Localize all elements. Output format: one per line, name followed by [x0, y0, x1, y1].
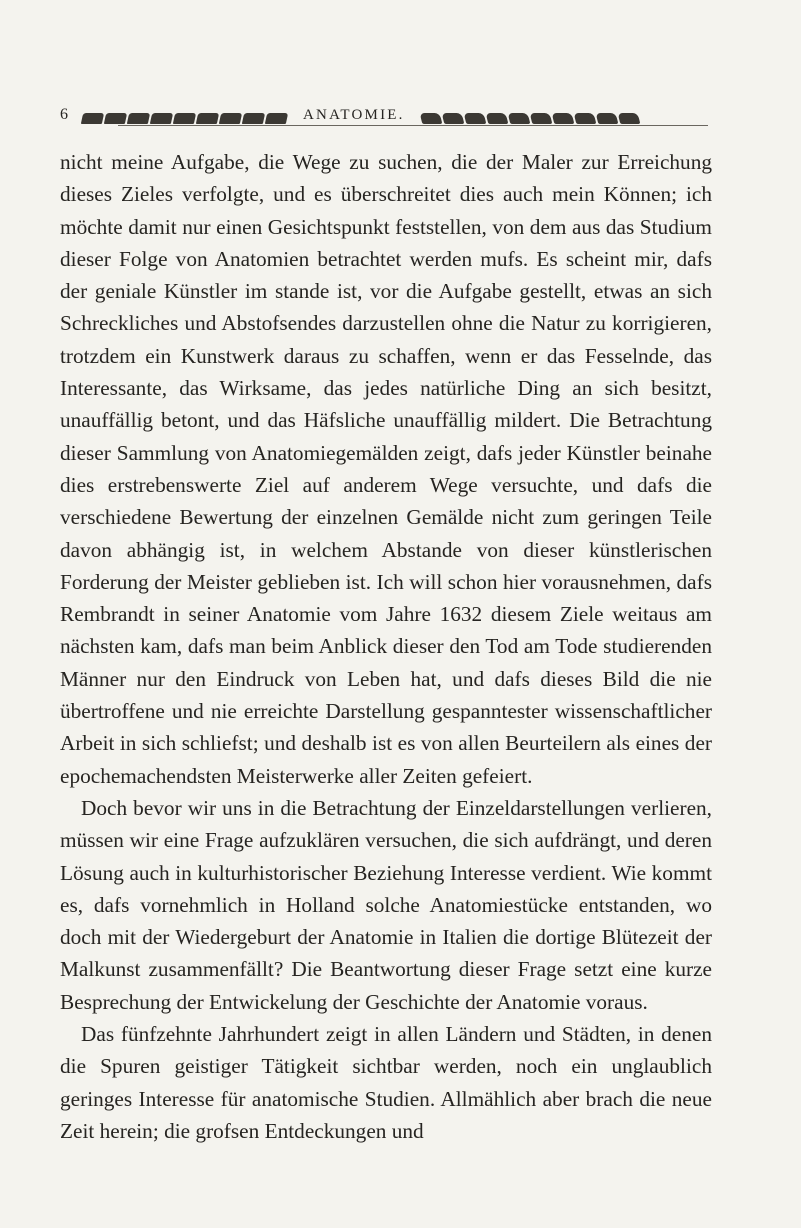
ornamental-glyph-icon — [463, 113, 486, 124]
ornamental-glyph-icon — [81, 113, 104, 124]
paragraph-3: Das fünfzehnte Jahrhundert zeigt in allen Ländern und Städten, in denen die Spuren geistiger Tätigkeit sichtbar werden, noch ein unglaublich geringes Interesse für anatomische Studien. Allmählich aber brach die neue Zeit herein; die grofsen Entdeckungen und — [60, 1022, 712, 1143]
ornamental-glyph-icon — [485, 113, 508, 124]
running-header — [60, 96, 730, 124]
ornamental-glyph-icon — [219, 113, 242, 124]
ornamental-glyph-icon — [617, 113, 640, 124]
left-ornament-band — [82, 106, 287, 124]
paragraph-2: Doch bevor wir uns in die Betrachtung der Einzeldarstellungen verlieren, müssen wir eine Frage aufzuklären versuchen, die sich aufdrängt, und deren Lösung auch in kulturhistorischer Beziehung Interesse verdient. Wie kommt es, dafs vornehmlich in Holland solche Anatomiestücke entstanden, wo doch mit der Wiedergeburt der Anatomie in Italien die dortige Blütezeit der Malkunst zusammenfällt? Die Beantwortung dieser Frage setzt eine kurze Besprechung der Entwickelung der Geschichte der Anatomie voraus. — [60, 795, 712, 1014]
ornamental-glyph-icon — [419, 113, 442, 124]
header-rule — [118, 125, 708, 126]
ornamental-glyph-icon — [242, 113, 265, 124]
ornamental-glyph-icon — [196, 113, 219, 124]
ornamental-glyph-icon — [127, 113, 150, 124]
body-text — [60, 146, 712, 1147]
ornamental-glyph-icon — [529, 113, 552, 124]
ornamental-glyph-icon — [551, 113, 574, 124]
ornamental-glyph-icon — [507, 113, 530, 124]
ornamental-glyph-icon — [173, 113, 196, 124]
page-number: 6 — [60, 106, 68, 123]
ornamental-glyph-icon — [104, 113, 127, 124]
ornamental-glyph-icon — [150, 113, 173, 124]
running-title: ANATOMIE. — [303, 107, 405, 123]
ornamental-glyph-icon — [441, 113, 464, 124]
right-ornament-band — [421, 106, 639, 124]
ornamental-glyph-icon — [595, 113, 618, 124]
paragraph-1: nicht meine Aufgabe, die Wege zu suchen, die der Maler zur Erreichung dieses Zieles verfolgte, und es überschreitet dies auch mein Können; ich möchte damit nur einen Gesichtspunkt feststellen, von dem aus das Studium dieser Folge von Anatomien betrachtet werden mufs. Es scheint mir, dafs der geniale Künstler im stande ist, vor die Aufgabe gestellt, etwas an sich Schreckliches und Abstofsendes darzustellen ohne die Natur zu korrigieren, trotzdem ein Kunstwerk daraus zu schaffen, wenn er das Fesselnde, das Interessante, das Wirksame, das jedes natürliche Ding an sich besitzt, unauffällig betont, und das Häfsliche unauffällig mildert. Die Betrachtung dieser Sammlung von Anatomiegemälden zeigt, dafs jeder Künstler beinahe dies erstrebenswerte Ziel auf anderem Wege versuchte, und dafs die verschiedene Bewertung der einzelnen Gemälde nicht zum geringen Teile davon abhängig ist, in welchem Abstande von dieser künstlerischen Forderung der Meister geblieben ist. Ich will schon hier vorausnehmen, dafs Rembrandt in seiner Anatomie vom Jahre 1632 diesem Ziele weitaus am nächsten kam, dafs man beim Anblick dieser den Tod am Tode studierenden Männer nur den Eindruck von Leben hat, und dafs dieses Bild die nie übertroffene und nie erreichte Darstellung gespanntester wissenschaftlicher Arbeit in sich schliefst; und deshalb ist es von allen Beurteilern als eines der epochemachendsten Meisterwerke aller Zeiten gefeiert. — [60, 150, 712, 788]
ornamental-glyph-icon — [265, 113, 288, 124]
ornamental-glyph-icon — [573, 113, 596, 124]
